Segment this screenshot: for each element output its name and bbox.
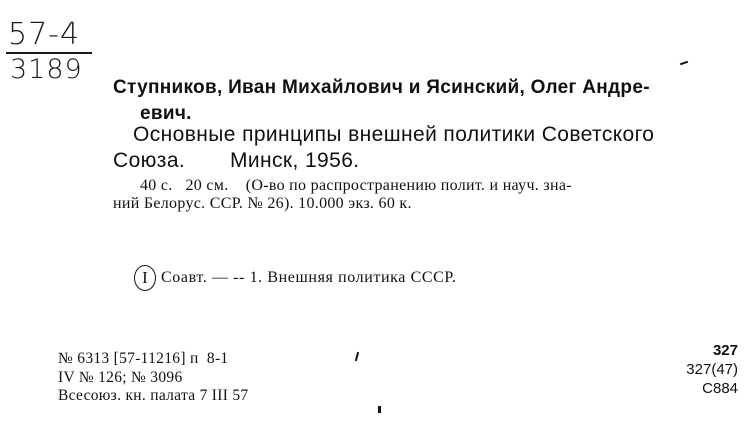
footer-line-2: IV № 126; № 3096 xyxy=(58,369,183,386)
author-line-2: евич. xyxy=(140,103,192,124)
footer-line-3: Всесоюз. кн. палата 7 III 57 xyxy=(58,387,249,404)
classification-line-2: 327(47) xyxy=(686,361,738,378)
ink-speck xyxy=(378,406,381,413)
subject-tracing: Соавт. — -- 1. Внешняя политика СССР. xyxy=(161,269,457,286)
classification-line-3: С884 xyxy=(702,380,738,397)
title-line-2b: Минск, 1956. xyxy=(230,149,360,172)
footer-line-1: № 6313 [57-11216] п 8-1 xyxy=(58,350,229,367)
title-line-1: Основные принципы внешней политики Советского xyxy=(133,123,655,146)
circled-roman-numeral: I xyxy=(134,265,156,291)
ink-speck xyxy=(680,61,688,66)
ink-speck xyxy=(355,352,359,361)
classification-line-1: 327 xyxy=(712,342,738,359)
author-line-1: Ступников, Иван Михайлович и Ясинский, Олег Андре- xyxy=(113,77,650,98)
details-line-1: 40 с. 20 см. (О-во по распространению полит. и науч. зна- xyxy=(140,177,572,194)
title-line-2a: Союза. xyxy=(113,149,186,172)
call-number-bottom: 3189 xyxy=(10,54,83,85)
call-number-top: 57-4 xyxy=(8,17,81,52)
details-line-2: ний Белорус. ССР. № 26). 10.000 экз. 60 к. xyxy=(113,195,412,212)
